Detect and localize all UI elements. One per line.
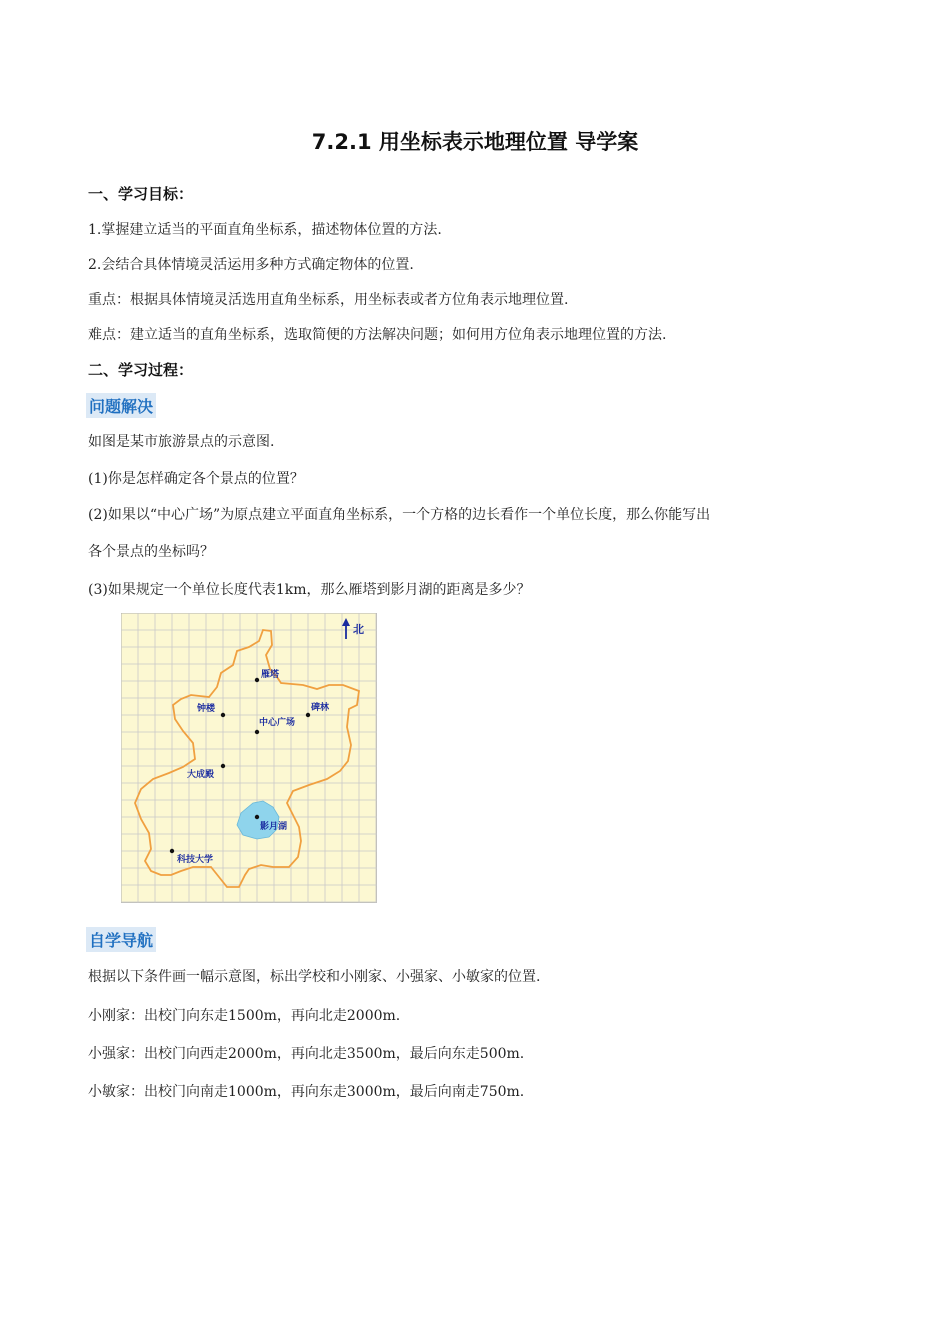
map-background bbox=[121, 613, 377, 903]
goal-line-2: 2.会结合具体情境灵活运用多种方式确定物体的位置. bbox=[88, 257, 414, 273]
label-keji: 科技大学 bbox=[177, 855, 214, 865]
label-zhonglou: 钟楼 bbox=[197, 704, 216, 714]
xiaomin-line: 小敏家：出校门向南走1000m，再向东走3000m，最后向南走750m. bbox=[88, 1084, 525, 1100]
label-yanta: 雁塔 bbox=[261, 670, 280, 680]
difficulty-line: 难点：建立适当的直角坐标系，选取简便的方法解决问题；如何用方位角表示地理位置的方法. bbox=[88, 327, 667, 343]
keji-point bbox=[170, 849, 174, 853]
zhonglou-point bbox=[221, 713, 225, 717]
yanta-point bbox=[255, 678, 259, 682]
beilin-point bbox=[306, 713, 310, 717]
page-title: 7.2.1 用坐标表示地理位置 导学案 bbox=[311, 130, 639, 154]
label-dacheng: 大成殿 bbox=[187, 770, 215, 780]
xiaoqiang-line: 小强家：出校门向西走2000m，再向北走3500m，最后向东走500m. bbox=[88, 1046, 525, 1062]
tag-problem-solving: 问题解决 bbox=[86, 393, 156, 418]
label-center: 中心广场 bbox=[259, 718, 296, 728]
question-2-line-2: 各个景点的坐标吗？ bbox=[88, 544, 214, 560]
section-heading-goals: 一、学习目标： bbox=[88, 185, 194, 203]
north-label: 北 bbox=[353, 623, 364, 636]
scenic-map bbox=[121, 613, 377, 903]
tag-self-study: 自学导航 bbox=[86, 927, 156, 952]
dacheng-point bbox=[221, 764, 225, 768]
label-lake: 影月湖 bbox=[260, 822, 288, 832]
label-beilin: 碑林 bbox=[311, 703, 330, 713]
key-point-line: 重点：根据具体情境灵活选用直角坐标系，用坐标表或者方位角表示地理位置. bbox=[88, 292, 569, 308]
self-study-intro: 根据以下条件画一幅示意图，标出学校和小刚家、小强家、小敏家的位置. bbox=[88, 969, 541, 985]
goal-line-1: 1.掌握建立适当的平面直角坐标系，描述物体位置的方法. bbox=[88, 222, 442, 238]
question-1: (1)你是怎样确定各个景点的位置？ bbox=[88, 471, 304, 487]
xiaogang-line: 小刚家：出校门向东走1500m，再向北走2000m. bbox=[88, 1008, 401, 1024]
lake-point bbox=[255, 815, 259, 819]
question-2-line-1: (2)如果以“中心广场”为原点建立平面直角坐标系，一个方格的边长看作一个单位长度，那么你能写出 bbox=[88, 507, 711, 523]
question-3: (3)如果规定一个单位长度代表1km，那么雁塔到影月湖的距离是多少？ bbox=[88, 582, 531, 598]
section-heading-process: 二、学习过程： bbox=[88, 361, 194, 379]
problem-intro: 如图是某市旅游景点的示意图. bbox=[88, 434, 275, 450]
center-point bbox=[255, 730, 259, 734]
